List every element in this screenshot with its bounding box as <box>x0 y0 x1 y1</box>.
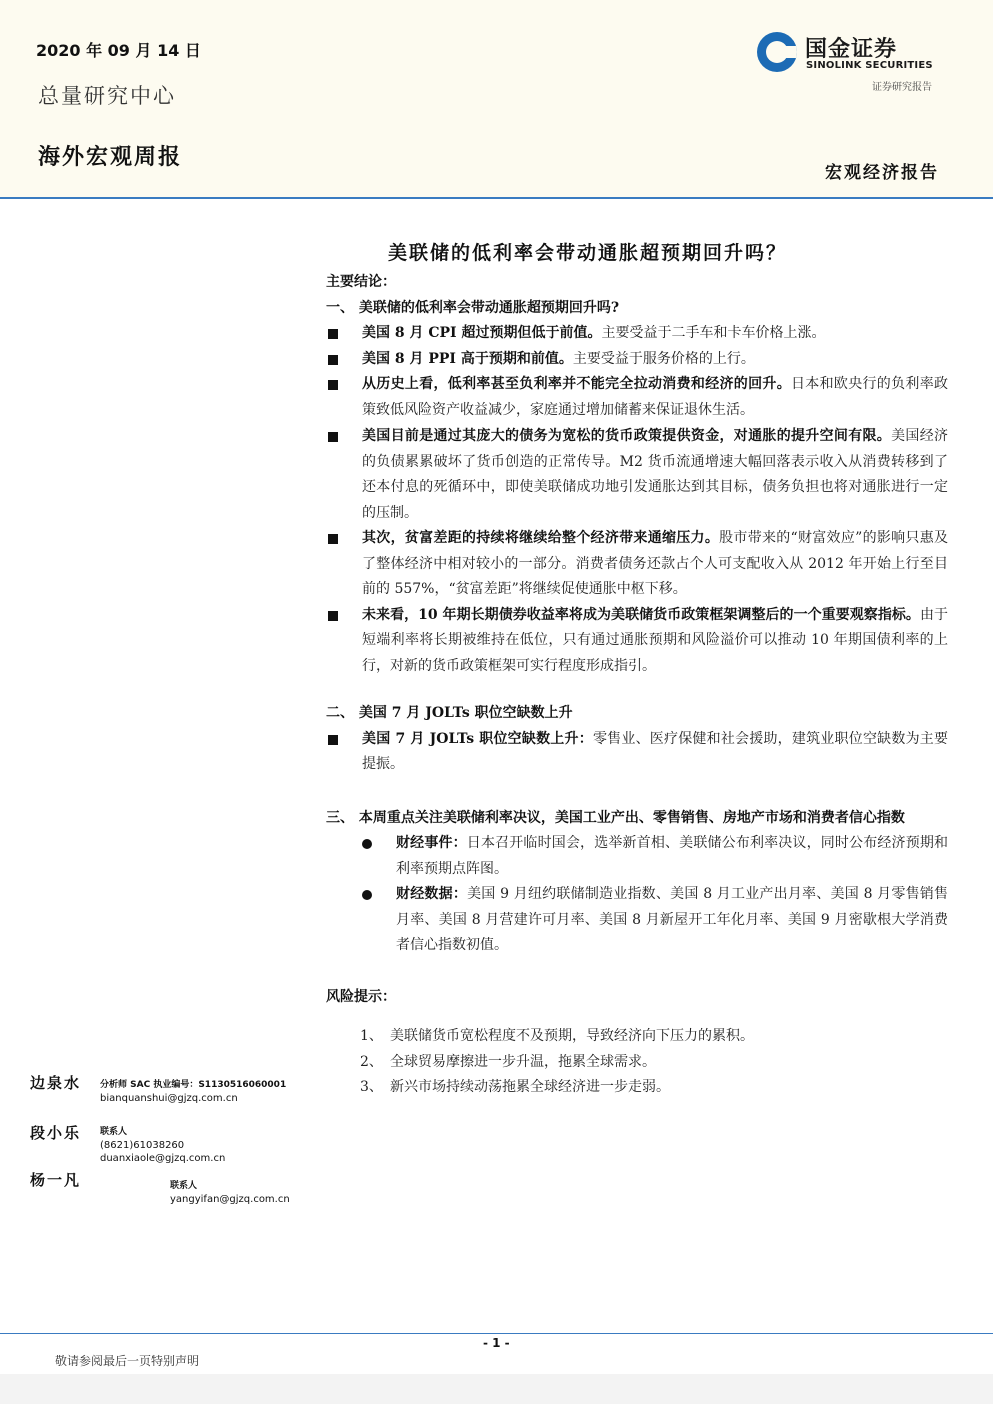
item-bold: 美国 7 月 JOLTs 职位空缺数上升： <box>362 730 593 747</box>
item-text: 美国 9 月纽约联储制造业指数、美国 8 月工业产出月率、美国 8 月零售销售月率、美国 8 月营建许可月率、美国 8 月新屋开工年化月率、美国 9 月密歇根大学消费者信心指数初值。 <box>396 886 949 953</box>
spacer <box>326 959 948 981</box>
list-item <box>326 831 948 882</box>
item-bold: 美国 8 月 PPI 高于预期和前值。 <box>362 350 573 367</box>
risk-heading: 风险提示： <box>326 988 396 1005</box>
author-role: 分析师 SAC 执业编号：S1130516060001 <box>100 1080 287 1090</box>
report-type: 海外宏观周报 <box>38 144 183 170</box>
logo-mark-icon <box>757 32 797 72</box>
list-item <box>326 321 948 347</box>
list-item <box>326 424 948 526</box>
item-bold: 未来看，10 年期长期债券收益率将成为美联储货币政策框架调整后的一个重要观察指标。 <box>362 606 920 623</box>
round-bullet-icon <box>362 839 372 849</box>
item-text: 日本和欧央行的负利率政策致低风险资产收益减少，家庭通过增加储蓄来保证退休生活。 <box>362 376 948 418</box>
summary-label: 主要结论： <box>326 274 396 290</box>
item-text: 主要受益于服务价格的上行。 <box>572 350 755 367</box>
main-content <box>326 270 948 1101</box>
risk-number: 2、 <box>360 1053 383 1070</box>
section-1-heading: 一、 美联储的低利率会带动通胀超预期回升吗? <box>326 299 620 316</box>
department-name: 总量研究中心 <box>38 84 176 108</box>
logo-en-text: SINOLINK SECURITIES <box>806 60 933 71</box>
risk-item <box>326 1075 948 1101</box>
item-bold: 财经事件： <box>396 835 467 851</box>
author-email[interactable]: bianquanshui@gjzq.com.cn <box>100 1093 238 1104</box>
square-bullet-icon <box>328 534 338 544</box>
item-text: 由于短端利率将长期被维持在低位，只有通过通胀预期和风险溢价可以推动 10 年期国债利率的上行，对新的货币政策框架可实行程度形成指引。 <box>362 606 949 674</box>
author-info <box>100 1126 225 1165</box>
item-bold: 美国 8 月 CPI 超过预期但低于前值。 <box>362 325 602 341</box>
author-info <box>170 1180 290 1206</box>
item-bold: 财经数据： <box>396 886 468 902</box>
risk-text: 美联储货币宽松程度不及预期，导致经济向下压力的累积。 <box>390 1028 754 1044</box>
square-bullet-icon <box>328 380 338 390</box>
square-bullet-icon <box>328 432 338 442</box>
author-email[interactable]: duanxiaole@gjzq.com.cn <box>100 1153 226 1164</box>
list-item <box>326 727 948 778</box>
header-divider <box>0 197 993 199</box>
author-name: 边泉水 <box>30 1074 82 1092</box>
list-item <box>326 347 948 373</box>
risk-item <box>326 1050 948 1076</box>
square-bullet-icon <box>328 355 338 365</box>
bottom-band <box>0 1374 993 1404</box>
risk-item <box>326 1024 948 1050</box>
risk-number: 1、 <box>360 1028 383 1044</box>
list-item <box>326 882 948 959</box>
item-text: 日本召开临时国会，选举新首相、美联储公布利率决议，同时公布经济预期和利率预期点阵图。 <box>396 835 949 877</box>
logo-cn-text: 国金证券 <box>805 37 898 62</box>
risk-number: 3、 <box>360 1079 383 1095</box>
square-bullet-icon <box>328 329 338 339</box>
item-bold: 美国目前是通过其庞大的债务为宽松的货币政策提供资金，对通胀的提升空间有限。 <box>362 428 892 444</box>
author-name: 段小乐 <box>30 1124 82 1142</box>
page-number: - 1 - <box>483 1336 510 1350</box>
logo-subtitle: 证券研究报告 <box>872 82 932 93</box>
section-3-heading: 三、 本周重点关注美联储利率决议，美国工业产出、零售销售、房地产市场和消费者信心指数 <box>326 809 905 826</box>
author-email[interactable]: yangyifan@gjzq.com.cn <box>170 1194 290 1205</box>
footer-divider <box>0 1333 993 1334</box>
item-text: 零售业、医疗保健和社会援助，建筑业职位空缺数为主要提振。 <box>362 730 948 772</box>
list-item <box>326 603 948 680</box>
list-item <box>326 372 948 423</box>
square-bullet-icon <box>328 735 338 745</box>
item-text: 主要受益于二手车和卡车价格上涨。 <box>601 325 826 341</box>
round-bullet-icon <box>362 890 372 900</box>
report-date: 2020 年 09 月 14 日 <box>36 41 201 60</box>
item-bold: 从历史上看，低利率甚至负利率并不能完全拉动消费和经济的回升。 <box>362 376 791 392</box>
risk-text: 新兴市场持续动荡拖累全球经济进一步走弱。 <box>390 1079 670 1095</box>
spacer <box>326 778 948 806</box>
author-role: 联系人 <box>100 1127 128 1137</box>
footer-disclaimer: 敬请参阅最后一页特别声明 <box>55 1354 200 1368</box>
item-bold: 其次，贫富差距的持续将继续给整个经济带来通缩压力。 <box>362 530 720 546</box>
author-name: 杨一凡 <box>30 1171 82 1189</box>
author-role: 联系人 <box>170 1181 198 1191</box>
item-text: 股市带来的“财富效应”的影响只惠及了整体经济中相对较小的一部分。消费者债务还款占个人可支配收入从 2012 年开始上行至目前的 557%，“贫富差距”将继续促使通胀中枢下移。 <box>362 530 948 597</box>
report-category: 宏观经济报告 <box>825 163 939 183</box>
page-title: 美联储的低利率会带动通胀超预期回升吗？ <box>388 242 788 264</box>
risk-text: 全球贸易摩擦进一步升温，拖累全球需求。 <box>390 1053 656 1070</box>
company-logo <box>757 30 947 80</box>
item-text: 美国经济的负债累累破坏了货币创造的正常传导。M2 货币流通增速大幅回落表示收入从消费转移到了还本付息的死循环中，即使美联储成功地引发通胀达到其目标，债务负担也将对通胀进行一定的压制。 <box>362 428 949 521</box>
list-item <box>326 526 948 603</box>
author-info <box>100 1079 286 1105</box>
square-bullet-icon <box>328 611 338 621</box>
section-2-heading: 二、 美国 7 月 JOLTs 职位空缺数上升 <box>326 705 573 721</box>
author-phone: (8621)61038260 <box>100 1140 185 1151</box>
spacer <box>326 679 948 701</box>
